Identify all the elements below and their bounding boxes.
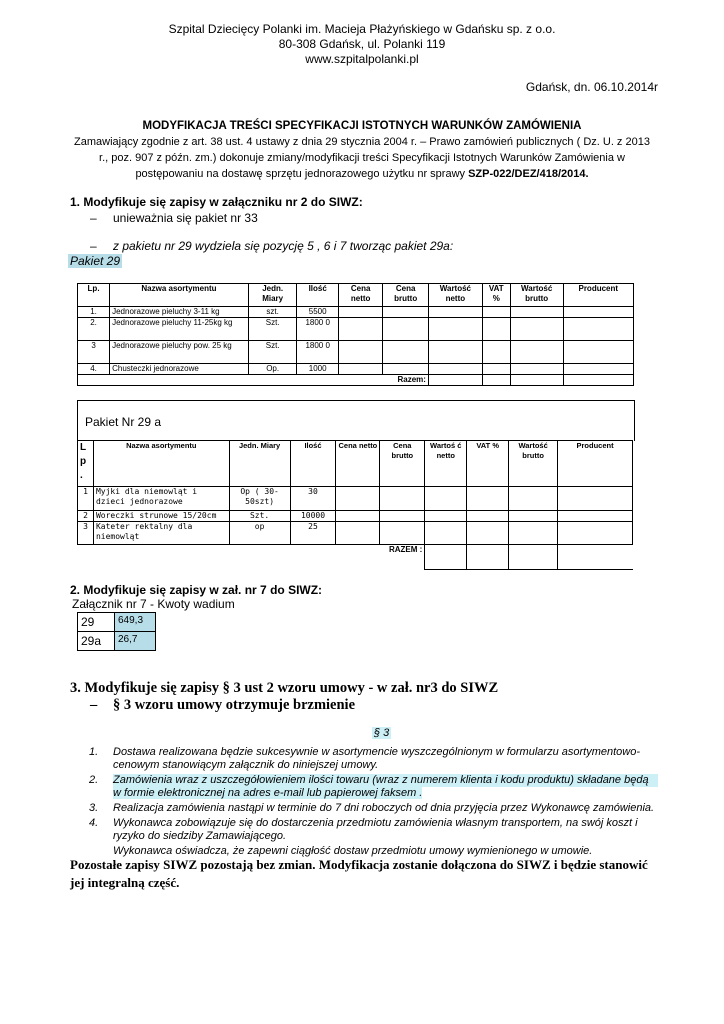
- table-row: [78, 364, 634, 375]
- package-29-label: Pakiet 29: [70, 254, 121, 268]
- column-header: Cena netto: [336, 441, 380, 487]
- dash-icon: –: [90, 211, 97, 225]
- wadium-table: [77, 612, 156, 651]
- row-lp: 3: [78, 341, 110, 364]
- package-29a-title: Pakiet Nr 29 a: [85, 415, 162, 429]
- hospital-name: Szpital Dziecięcy Polanki im. Macieja Płażyńskiego w Gdańsku sp. z o.o.: [168, 22, 556, 36]
- row-unit: Op.: [248, 364, 297, 375]
- section3-subheading: § 3 wzoru umowy otrzymuje brzmienie: [113, 697, 356, 713]
- row-lp: 2: [78, 511, 94, 522]
- row-unit: Szt.: [248, 318, 297, 341]
- column-header: Lp.: [78, 284, 110, 307]
- row-kwota: 649,3: [115, 613, 156, 632]
- document-title: MODYFIKACJA TREŚCI SPECYFIKACJI ISTOTNYCH WARUNKÓW ZAMÓWIENIA: [142, 120, 582, 132]
- table-row: [78, 511, 633, 522]
- row-name: Myjki dla niemowląt i dzieci jednorazowe: [93, 487, 229, 511]
- table-row: [78, 522, 633, 545]
- row-qty: 25: [290, 522, 336, 545]
- table-total-label: RAZEM :: [78, 545, 425, 570]
- bullet-package-29: z pakietu nr 29 wydziela się pozycję 5 , 6 i 7 tworząc pakiet 29a:: [113, 239, 454, 253]
- document-date: Gdańsk, dn. 06.10.2014r: [525, 80, 658, 94]
- list-item: Wykonawca oświadcza, że zapewni ciągłość dostaw przedmiotu umowy wymienionego w umowie.: [113, 845, 593, 857]
- row-qty: 1800 0: [297, 341, 338, 364]
- dash-icon: –: [90, 697, 98, 713]
- column-header: Ilość: [297, 284, 338, 307]
- row-kwota: 26,7: [115, 632, 156, 651]
- column-header: Wartość brutto: [509, 441, 558, 487]
- closing-paragraph: [70, 856, 648, 892]
- intro-line: Zamawiający zgodnie z art. 38 ust. 4 ustawy z dnia 29 stycznia 2004 r. – Prawo zamówień publicznych ( Dz. U. z 2013: [74, 136, 650, 148]
- row-name: Chusteczki jednorazowe: [110, 364, 249, 375]
- row-unit: Szt.: [248, 341, 297, 364]
- row-unit: Szt.: [229, 511, 290, 522]
- contract-clauses: [89, 746, 658, 858]
- row-qty: 30: [290, 487, 336, 511]
- row-qty: 1800 0: [297, 318, 338, 341]
- row-name: Jednorazowe pieluchy 3-11 kg: [110, 307, 249, 318]
- row-qty: 1000: [297, 364, 338, 375]
- closing-line: jej integralną część.: [70, 875, 180, 890]
- column-header: VAT %: [482, 284, 510, 307]
- row-name: Kateter rektalny dla niemowląt: [93, 522, 229, 545]
- column-header: Wartość brutto: [510, 284, 563, 307]
- dash-icon: –: [90, 239, 97, 253]
- row-lp: 1: [78, 487, 94, 511]
- closing-line: Pozostałe zapisy SIWZ pozostają bez zmian. Modyfikacja zostanie dołączona do SIWZ i będzie stanowić: [70, 857, 648, 872]
- row-lp: 3: [78, 522, 94, 545]
- section1-heading: 1. Modyfikuje się zapisy w załączniku nr 2 do SIWZ:: [70, 195, 363, 209]
- column-header: Cena brutto: [383, 284, 429, 307]
- row-name: Woreczki strunowe 15/20cm: [93, 511, 229, 522]
- row-pakiet: 29: [78, 613, 115, 632]
- row-lp: 4.: [78, 364, 110, 375]
- section2-heading: 2. Modyfikuje się zapisy w zał. nr 7 do SIWZ:: [70, 583, 323, 597]
- column-header: Wartoś ć netto: [425, 441, 467, 487]
- column-header: Jedn. Miary: [229, 441, 290, 487]
- list-item: 3. Realizacja zamówienia nastąpi w terminie do 7 dni roboczych od dnia przyjęcia przez Wykonawcę zamówienia.: [89, 802, 655, 814]
- row-lp: 1.: [78, 307, 110, 318]
- row-qty: 10000: [290, 511, 336, 522]
- column-header: Producent: [563, 284, 633, 307]
- column-header: Cena netto: [338, 284, 383, 307]
- intro-line: postępowaniu na dostawę sprzętu jednorazowego użytku nr sprawy SZP-022/DEZ/418/2014.: [135, 168, 589, 180]
- list-item: 1. Dostawa realizowana będzie sukcesywnie w asortymencie wyszczególnionym w formularzu asortymentowo- cenowym stanowiącym załącznik do niniejszej umowy.: [89, 746, 640, 771]
- table-row: [78, 307, 634, 318]
- table-row: [78, 318, 634, 341]
- package-29a-table: [77, 440, 633, 570]
- table-row: [78, 341, 634, 364]
- list-item: 4. Wykonawca zobowiązuje się do dostarczenia przedmiotu zamówienia własnym transportem, na swój koszt i ryzyko do siedziby Zamawiającego.: [89, 817, 638, 842]
- intro-paragraph: [0, 134, 724, 182]
- column-header: Wartość netto: [428, 284, 482, 307]
- row-unit: szt.: [248, 307, 297, 318]
- column-header: Producent: [558, 441, 633, 487]
- table-row: [78, 632, 156, 651]
- row-name: Jednorazowe pieluchy pow. 25 kg: [110, 341, 249, 364]
- bullet-package-33: unieważnia się pakiet nr 33: [113, 211, 258, 225]
- table-row: [78, 613, 156, 632]
- column-header: VAT %: [467, 441, 509, 487]
- row-qty: 5500: [297, 307, 338, 318]
- list-item: 2. Zamówienia wraz z uszczegółowieniem ilości towaru (wraz z numerem klienta i kodu produktu) składane będą w formie elektronicznej na adres e-mail lub papierowej faksem .: [113, 774, 658, 800]
- section3-heading: 3. Modyfikuje się zapisy § 3 ust 2 wzoru umowy - w zał. nr3 do SIWZ: [70, 680, 499, 696]
- table-total-label: Razem:: [78, 375, 429, 386]
- column-header: Jedn. Miary: [248, 284, 297, 307]
- row-pakiet: 29a: [78, 632, 115, 651]
- row-unit: Op ( 30-50szt): [229, 487, 290, 511]
- hospital-website: www.szpitalpolanki.pl: [305, 52, 419, 66]
- paragraph-sign: § 3: [374, 727, 390, 739]
- column-header: Nazwa asortymentu: [110, 284, 249, 307]
- column-header: Nazwa asortymentu: [93, 441, 229, 487]
- hospital-address: 80-308 Gdańsk, ul. Polanki 119: [278, 37, 446, 51]
- package-29a-box: [77, 400, 635, 441]
- row-name: Jednorazowe pieluchy 11-25kg kg: [110, 318, 249, 341]
- column-header: Ilość: [290, 441, 336, 487]
- intro-line: r., poz. 907 z późn. zm.) dokonuje zmiany/modyfikacji treści Specyfikacji Istotnych Warunków Zamówienia w: [99, 152, 625, 164]
- column-header: L p .: [78, 441, 94, 487]
- section2-subheading: Załącznik nr 7 - Kwoty wadium: [72, 597, 235, 611]
- table-row: [78, 487, 633, 511]
- row-lp: 2.: [78, 318, 110, 341]
- column-header: Cena brutto: [380, 441, 425, 487]
- package-29-table: [77, 283, 634, 386]
- row-unit: op: [229, 522, 290, 545]
